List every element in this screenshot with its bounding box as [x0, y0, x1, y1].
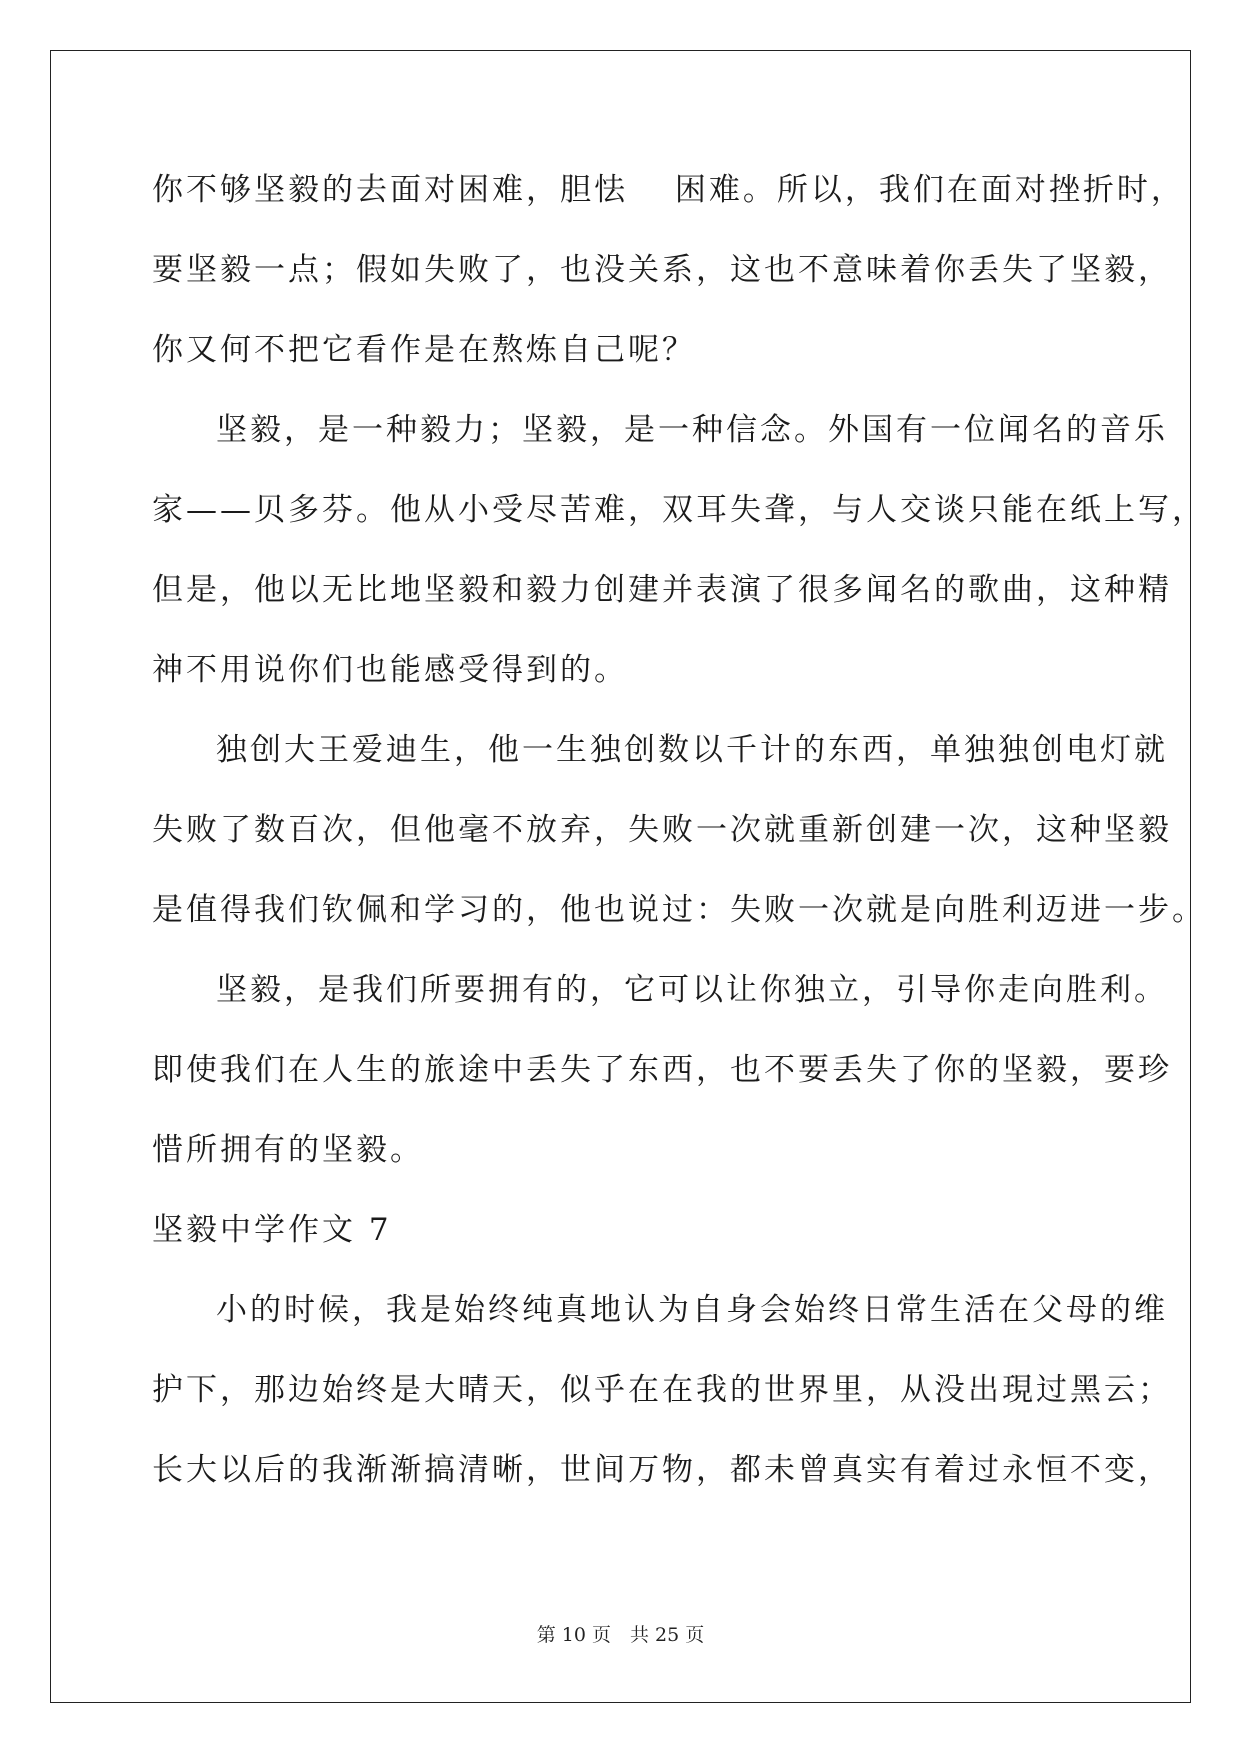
section-heading: 坚毅中学作文 7: [152, 1212, 392, 1248]
text-line: 惜所拥有的坚毅。: [152, 1132, 424, 1168]
page-number-footer: 第 10 页 共 25 页: [536, 1624, 705, 1646]
text-line: 家——贝多芬。他从小受尽苦难，双耳失聋，与人交谈只能在纸上写，: [152, 492, 1206, 528]
text-line: 要坚毅一点；假如失败了，也没关系，这也不意味着你丢失了坚毅，: [152, 252, 1172, 288]
text-line: 神不用说你们也能感受得到的。: [152, 652, 628, 688]
text-line: 你又何不把它看作是在熬炼自己呢？: [152, 332, 696, 368]
text-line: 护下，那边始终是大晴天，似乎在在我的世界里，从没出現过黑云；: [152, 1372, 1172, 1408]
text-line: 是值得我们钦佩和学习的，他也说过：失败一次就是向胜利迈进一步。: [152, 892, 1206, 928]
text-line: 独创大王爱迪生，他一生独创数以千计的东西，单独独创电灯就: [216, 732, 1168, 768]
text-line: 坚毅，是一种毅力；坚毅，是一种信念。外国有一位闻名的音乐: [216, 412, 1168, 448]
text-line: 你不够坚毅的去面对困难，胆怯 困难。所以，我们在面对挫折时，: [152, 172, 1185, 208]
document-body: [152, 165, 1206, 1525]
text-line: 长大以后的我渐渐搞清晰，世间万物，都未曾真实有着过永恒不变，: [152, 1452, 1172, 1488]
text-line: 坚毅，是我们所要拥有的，它可以让你独立，引导你走向胜利。: [216, 972, 1168, 1008]
text-line: 即使我们在人生的旅途中丢失了东西，也不要丢失了你的坚毅，要珍: [152, 1052, 1172, 1088]
text-line: 失败了数百次，但他毫不放弃，失败一次就重新创建一次，这种坚毅: [152, 812, 1172, 848]
text-line: 小的时候，我是始终纯真地认为自身会始终日常生活在父母的维: [216, 1292, 1168, 1328]
text-line: 但是，他以无比地坚毅和毅力创建并表演了很多闻名的歌曲，这种精: [152, 572, 1172, 608]
